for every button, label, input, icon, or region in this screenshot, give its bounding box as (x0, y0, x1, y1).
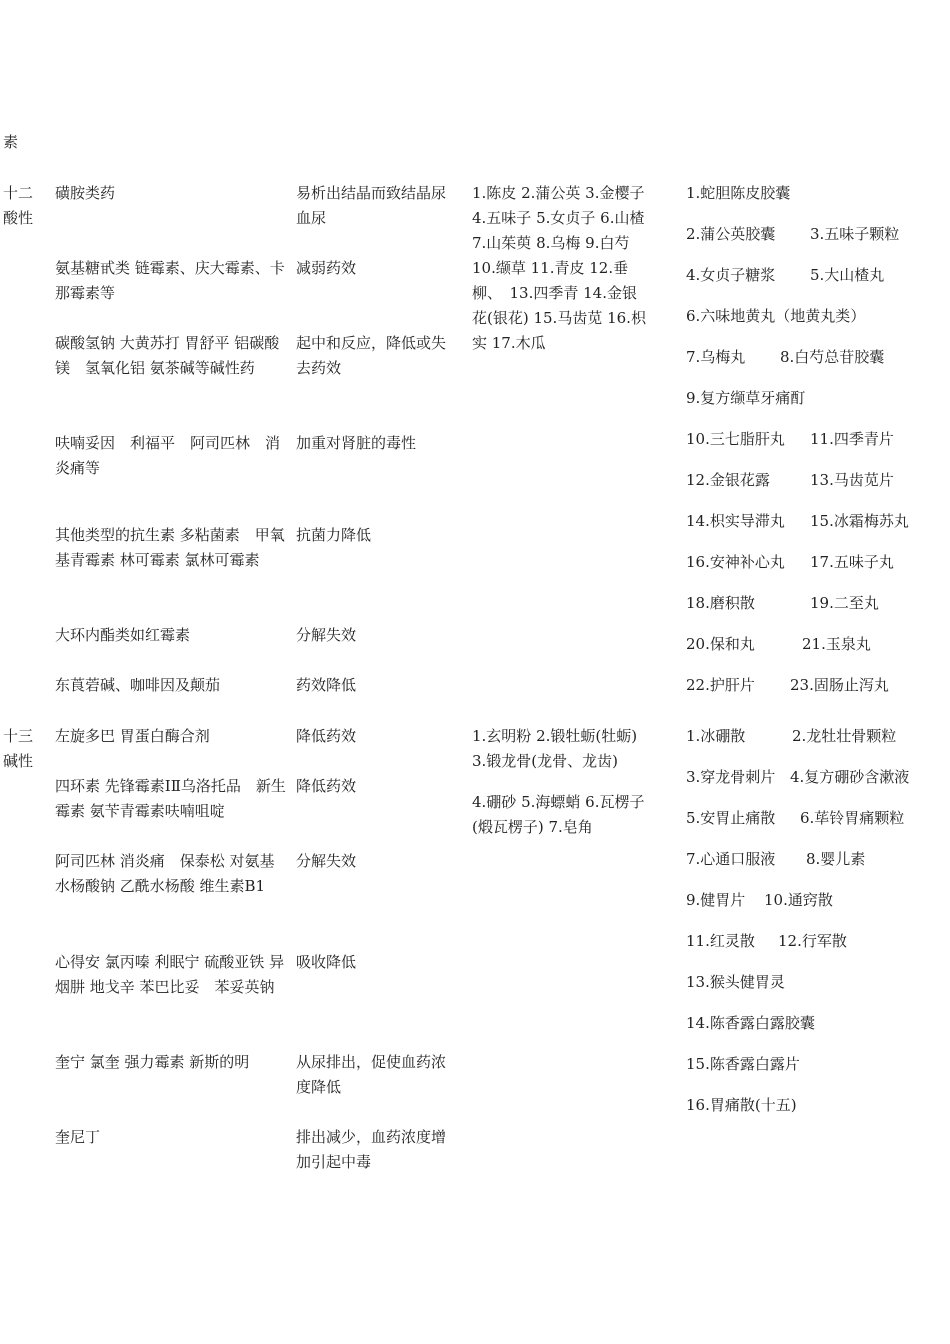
preparation-item: 15.冰霜梅苏丸 (810, 512, 909, 530)
preparation-line (686, 888, 948, 929)
effect-cell: 起中和反应，降低或失去药效 (296, 334, 447, 377)
category-type: 酸性 (3, 209, 34, 227)
effect-cell: 分解失效 (296, 626, 357, 644)
effect-cell: 吸收降低 (296, 953, 357, 971)
drug-cell: 其他类型的抗生素 多粘菌素 甲氧基青霉素 林可霉素 氯林可霉素 (55, 526, 285, 569)
preparation-line (686, 591, 948, 632)
preparation-item: 9.复方缬草牙痛酊 (686, 389, 806, 407)
drug-cell: 左旋多巴 胃蛋白酶合剂 (55, 727, 210, 745)
drug-cell: 心得安 氯丙嗪 利眠宁 硫酸亚铁 异烟肼 地戈辛 苯巴比妥 苯妥英钠 (55, 953, 285, 996)
preparation-item: 11.红灵散 (686, 932, 755, 950)
preparation-item: 3.五味子颗粒 (810, 225, 900, 243)
preparation-item: 17.五味子丸 (810, 553, 894, 571)
preparation-line (686, 263, 948, 304)
herb-line: 实 17.木瓜 (472, 334, 546, 352)
preparation-item: 13.猴头健胃灵 (686, 973, 785, 991)
preparation-item: 4.女贞子糖浆 (686, 266, 776, 284)
effect-cell: 分解失效 (296, 852, 357, 870)
preparation-item: 20.保和丸 (686, 635, 755, 653)
herb-line: 10.缬草 11.青皮 12.垂 (472, 259, 629, 277)
drug-cell: 奎宁 氯奎 强力霉素 新斯的明 (55, 1053, 250, 1071)
herb-line: 7.山茱萸 8.乌梅 9.白芍 (472, 234, 630, 252)
preparation-item: 15.陈香露白露片 (686, 1055, 800, 1073)
drug-cell: 呋喃妥因 利福平 阿司匹林 消炎痛等 (55, 434, 281, 477)
preparation-item: 5.大山楂丸 (810, 266, 885, 284)
effect-cell: 排出减少，血药浓度增加引起中毒 (296, 1128, 447, 1171)
drug-cell: 大环内酯类如红霉素 (55, 626, 191, 644)
preparation-item: 6.六味地黄丸（地黄丸类） (686, 307, 866, 325)
preparation-line (686, 222, 948, 263)
herb-line: 4.五味子 5.女贞子 6.山楂 (472, 209, 645, 227)
preparation-item: 18.磨积散 (686, 594, 755, 612)
preparation-item: 10.通窍散 (764, 891, 833, 909)
drug-cell: 阿司匹林 消炎痛 保泰松 对氨基水杨酸钠 乙酰水杨酸 维生素B1 (55, 852, 275, 895)
preparation-item: 5.安胃止痛散 (686, 809, 776, 827)
preparation-item: 7.心通口服液 (686, 850, 776, 868)
category-number: 十二 (3, 184, 34, 202)
preparation-item: 1.蛇胆陈皮胶囊 (686, 184, 791, 202)
preparation-line (686, 1093, 948, 1134)
preparation-line (686, 1052, 948, 1093)
preparation-line (686, 427, 948, 468)
preparation-line (686, 304, 948, 345)
preparation-item: 13.马齿苋片 (810, 471, 894, 489)
preparation-line (686, 929, 948, 970)
preparation-line (686, 550, 948, 591)
preparation-item: 12.行军散 (778, 932, 847, 950)
preparation-item: 12.金银花露 (686, 471, 770, 489)
category-type: 碱性 (3, 752, 34, 770)
preparation-line (686, 345, 948, 386)
preparation-line (686, 847, 948, 888)
effect-cell: 降低药效 (296, 777, 357, 795)
preparation-line (686, 970, 948, 1011)
herb-line: 4.硼砂 5.海螵蛸 6.瓦楞子 (472, 793, 645, 811)
effect-cell: 降低药效 (296, 727, 357, 745)
preparation-item: 14.枳实导滞丸 (686, 512, 785, 530)
preparation-item: 6.荜铃胃痛颗粒 (800, 809, 905, 827)
preparation-item: 7.乌梅丸 (686, 348, 746, 366)
preparation-item: 4.复方硼砂含漱液 (790, 768, 910, 786)
preparation-item: 22.护肝片 (686, 676, 755, 694)
drug-cell: 东莨菪碱、咖啡因及颠茄 (55, 676, 221, 694)
preparation-line (686, 1011, 948, 1052)
preparation-item: 16.胃痛散(十五) (686, 1096, 797, 1114)
effect-cell: 易析出结晶而致结晶尿血尿 (296, 184, 447, 227)
preparation-item: 23.固肠止泻丸 (790, 676, 889, 694)
page-top-fragment: 素 (3, 133, 19, 151)
preparation-item: 9.健胃片 (686, 891, 746, 909)
preparation-line (686, 386, 948, 427)
drug-cell: 奎尼丁 (55, 1128, 101, 1146)
herb-line: 3.锻龙骨(龙骨、龙齿) (472, 752, 619, 770)
category-label-13 (3, 724, 47, 774)
preparation-line (686, 632, 948, 673)
category-number: 十三 (3, 727, 34, 745)
preparation-item: 2.龙牡壮骨颗粒 (792, 727, 897, 745)
preparation-line (686, 673, 948, 714)
herb-list-13a (472, 724, 678, 774)
herb-line: 柳、 13.四季青 14.金银 (472, 284, 637, 302)
preparation-item: 8.婴儿素 (806, 850, 866, 868)
preparation-item: 3.穿龙骨刺片 (686, 768, 776, 786)
herb-line: (煅瓦楞子) 7.皂角 (472, 818, 593, 836)
preparation-item: 19.二至丸 (810, 594, 879, 612)
drug-cell: 氨基糖甙类 链霉素、庆大霉素、卡那霉素等 (55, 259, 285, 302)
herb-list-13b (472, 790, 678, 840)
preparation-item: 2.蒲公英胶囊 (686, 225, 776, 243)
preparation-line (686, 468, 948, 509)
preparation-line (686, 181, 948, 222)
preparation-item: 14.陈香露白露胶囊 (686, 1014, 815, 1032)
preparation-item: 21.玉泉丸 (802, 635, 871, 653)
effect-cell: 加重对肾脏的毒性 (296, 434, 417, 452)
preparation-line (686, 724, 948, 765)
preparation-item: 10.三七脂肝丸 (686, 430, 785, 448)
drug-cell: 磺胺类药 (55, 184, 116, 202)
drug-cell: 四环素 先锋霉素ⅠⅡ乌洛托品 新生霉素 氨苄青霉素呋喃咀啶 (55, 777, 286, 820)
herb-list-12 (472, 181, 678, 356)
effect-cell: 药效降低 (296, 676, 357, 694)
preparation-line (686, 806, 948, 847)
effect-cell: 减弱药效 (296, 259, 357, 277)
preparation-line (686, 765, 948, 806)
preparation-item: 16.安神补心丸 (686, 553, 785, 571)
effect-cell: 从尿排出，促使血药浓度降低 (296, 1053, 447, 1096)
herb-line: 1.玄明粉 2.锻牡蛎(牡蛎) (472, 727, 638, 745)
preparation-list-12 (686, 181, 948, 714)
effect-cell: 抗菌力降低 (296, 526, 372, 544)
drug-cell: 碳酸氢钠 大黄苏打 胃舒平 铝碳酸镁 氢氧化铝 氨茶碱等碱性药 (55, 334, 280, 377)
preparation-list-13 (686, 724, 948, 1134)
preparation-line (686, 509, 948, 550)
category-label-12 (3, 181, 47, 231)
preparation-item: 8.白芍总苷胶囊 (780, 348, 885, 366)
herb-line: 1.陈皮 2.蒲公英 3.金樱子 (472, 184, 645, 202)
preparation-item: 1.冰硼散 (686, 727, 746, 745)
herb-line: 花(银花) 15.马齿苋 16.枳 (472, 309, 646, 327)
preparation-item: 11.四季青片 (810, 430, 894, 448)
